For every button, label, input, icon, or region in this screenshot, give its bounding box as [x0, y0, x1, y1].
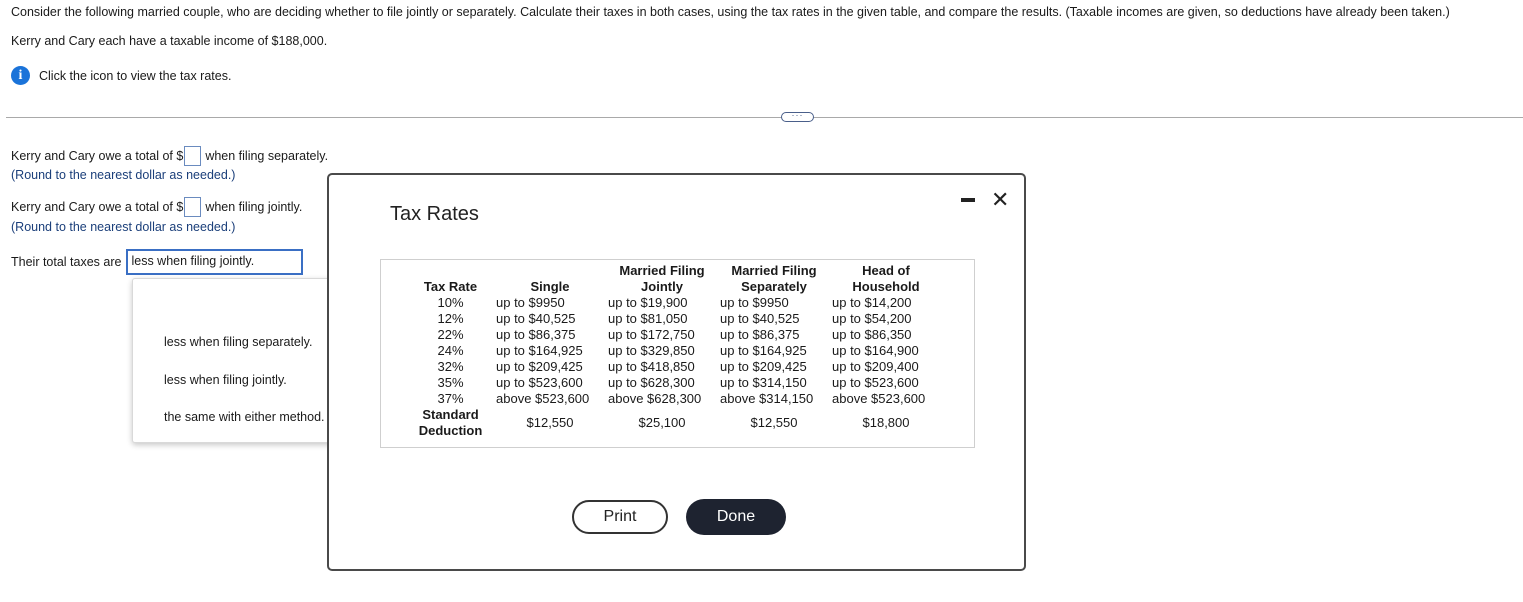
rate-cell: 24% — [437, 343, 464, 358]
option-same[interactable]: the same with either method. — [164, 410, 325, 424]
rate-cell: 10% — [437, 295, 464, 310]
header-married-jointly: Married Filing Jointly — [619, 263, 705, 294]
answer1-prefix: Kerry and Cary owe a total of $ — [11, 149, 184, 163]
bracket-cell: above $523,600 — [832, 391, 926, 406]
bracket-cell: up to $81,050 — [608, 311, 688, 326]
rate-cell: 35% — [437, 375, 464, 390]
answer2-prefix: Kerry and Cary owe a total of $ — [11, 200, 184, 214]
bracket-cell: up to $209,425 — [496, 359, 583, 374]
table-row — [407, 327, 942, 343]
header-tax-rate: Tax Rate — [423, 279, 478, 294]
tax-rates-table — [407, 263, 942, 439]
deduction-separately: $12,550 — [750, 415, 798, 430]
bracket-cell: up to $523,600 — [832, 375, 919, 390]
joint-total-input[interactable] — [184, 197, 201, 217]
rate-cell: 22% — [437, 327, 464, 342]
minimize-icon[interactable] — [961, 198, 975, 202]
deduction-single: $12,550 — [526, 415, 574, 430]
bracket-cell: up to $329,850 — [608, 343, 695, 358]
bracket-cell: up to $628,300 — [608, 375, 695, 390]
answer-line-separately — [11, 146, 328, 166]
table-row — [407, 391, 942, 407]
close-icon[interactable]: ✕ — [991, 187, 1010, 212]
bracket-cell: above $628,300 — [608, 391, 702, 406]
bracket-cell: above $314,150 — [720, 391, 814, 406]
table-row — [407, 359, 942, 375]
header-single: Single — [530, 279, 570, 294]
answer3-prefix: Their total taxes are — [11, 255, 122, 269]
bracket-cell: up to $54,200 — [832, 311, 912, 326]
bracket-cell: up to $86,375 — [720, 327, 800, 342]
bracket-cell: up to $314,150 — [720, 375, 807, 390]
bracket-cell: up to $209,400 — [832, 359, 919, 374]
tax-rates-dialog — [327, 173, 1026, 571]
info-link-text: Click the icon to view the tax rates. — [39, 68, 232, 83]
bracket-cell: up to $9950 — [720, 295, 789, 310]
question-prompt: Consider the following married couple, who are deciding whether to file jointly or separately. Calculate their taxes in both cases, using the tax rates in the given table, and compare the results. (Taxable incomes are given, so deductions have already been taken.) — [11, 5, 1450, 19]
table-row — [407, 343, 942, 359]
bracket-cell: up to $418,850 — [608, 359, 695, 374]
separate-total-input[interactable] — [184, 146, 201, 166]
header-head-of-household: Head of Household — [852, 263, 920, 294]
bracket-cell: up to $164,925 — [720, 343, 807, 358]
bracket-cell: up to $86,375 — [496, 327, 576, 342]
print-button[interactable]: Print — [572, 500, 668, 534]
bracket-cell: up to $172,750 — [608, 327, 695, 342]
deduction-jointly: $25,100 — [638, 415, 686, 430]
info-icon[interactable]: i — [11, 66, 30, 85]
table-row-deduction — [407, 407, 942, 439]
comparison-select[interactable]: less when filing jointly. — [126, 249, 303, 275]
bracket-cell: up to $523,600 — [496, 375, 583, 390]
header-married-separately: Married Filing Separately — [731, 263, 817, 294]
deduction-household: $18,800 — [862, 415, 910, 430]
table-row — [407, 311, 942, 327]
bracket-cell: up to $40,525 — [720, 311, 800, 326]
option-less-separately[interactable]: less when filing separately. — [164, 335, 313, 349]
given-income: Kerry and Cary each have a taxable income of $188,000. — [11, 34, 328, 48]
rate-cell: 12% — [437, 311, 464, 326]
tax-rates-table-container — [380, 259, 975, 448]
rate-cell: 32% — [437, 359, 464, 374]
expand-handle-icon[interactable]: ··· — [781, 112, 814, 122]
bracket-cell: above $523,600 — [496, 391, 590, 406]
bracket-cell: up to $14,200 — [832, 295, 912, 310]
bracket-cell: up to $164,925 — [496, 343, 583, 358]
round-hint-2: (Round to the nearest dollar as needed.) — [11, 220, 236, 234]
answer1-suffix: when filing separately. — [205, 149, 329, 163]
bracket-cell: up to $9950 — [496, 295, 565, 310]
table-row — [407, 295, 942, 311]
rate-cell: 37% — [437, 391, 464, 406]
bracket-cell: up to $19,900 — [608, 295, 688, 310]
answer-line-jointly — [11, 197, 302, 217]
bracket-cell: up to $86,350 — [832, 327, 912, 342]
bracket-cell: up to $209,425 — [720, 359, 807, 374]
answer-line-comparison — [11, 249, 303, 275]
option-less-jointly[interactable]: less when filing jointly. — [164, 373, 287, 387]
answer2-suffix: when filing jointly. — [205, 200, 303, 214]
table-row — [407, 375, 942, 391]
divider — [6, 117, 1523, 118]
done-button[interactable]: Done — [686, 499, 786, 535]
info-row[interactable] — [11, 66, 231, 85]
dialog-title: Tax Rates — [390, 203, 479, 225]
bracket-cell: up to $40,525 — [496, 311, 576, 326]
bracket-cell: up to $164,900 — [832, 343, 919, 358]
round-hint-1: (Round to the nearest dollar as needed.) — [11, 168, 236, 182]
deduction-label: Standard Deduction — [418, 407, 483, 438]
